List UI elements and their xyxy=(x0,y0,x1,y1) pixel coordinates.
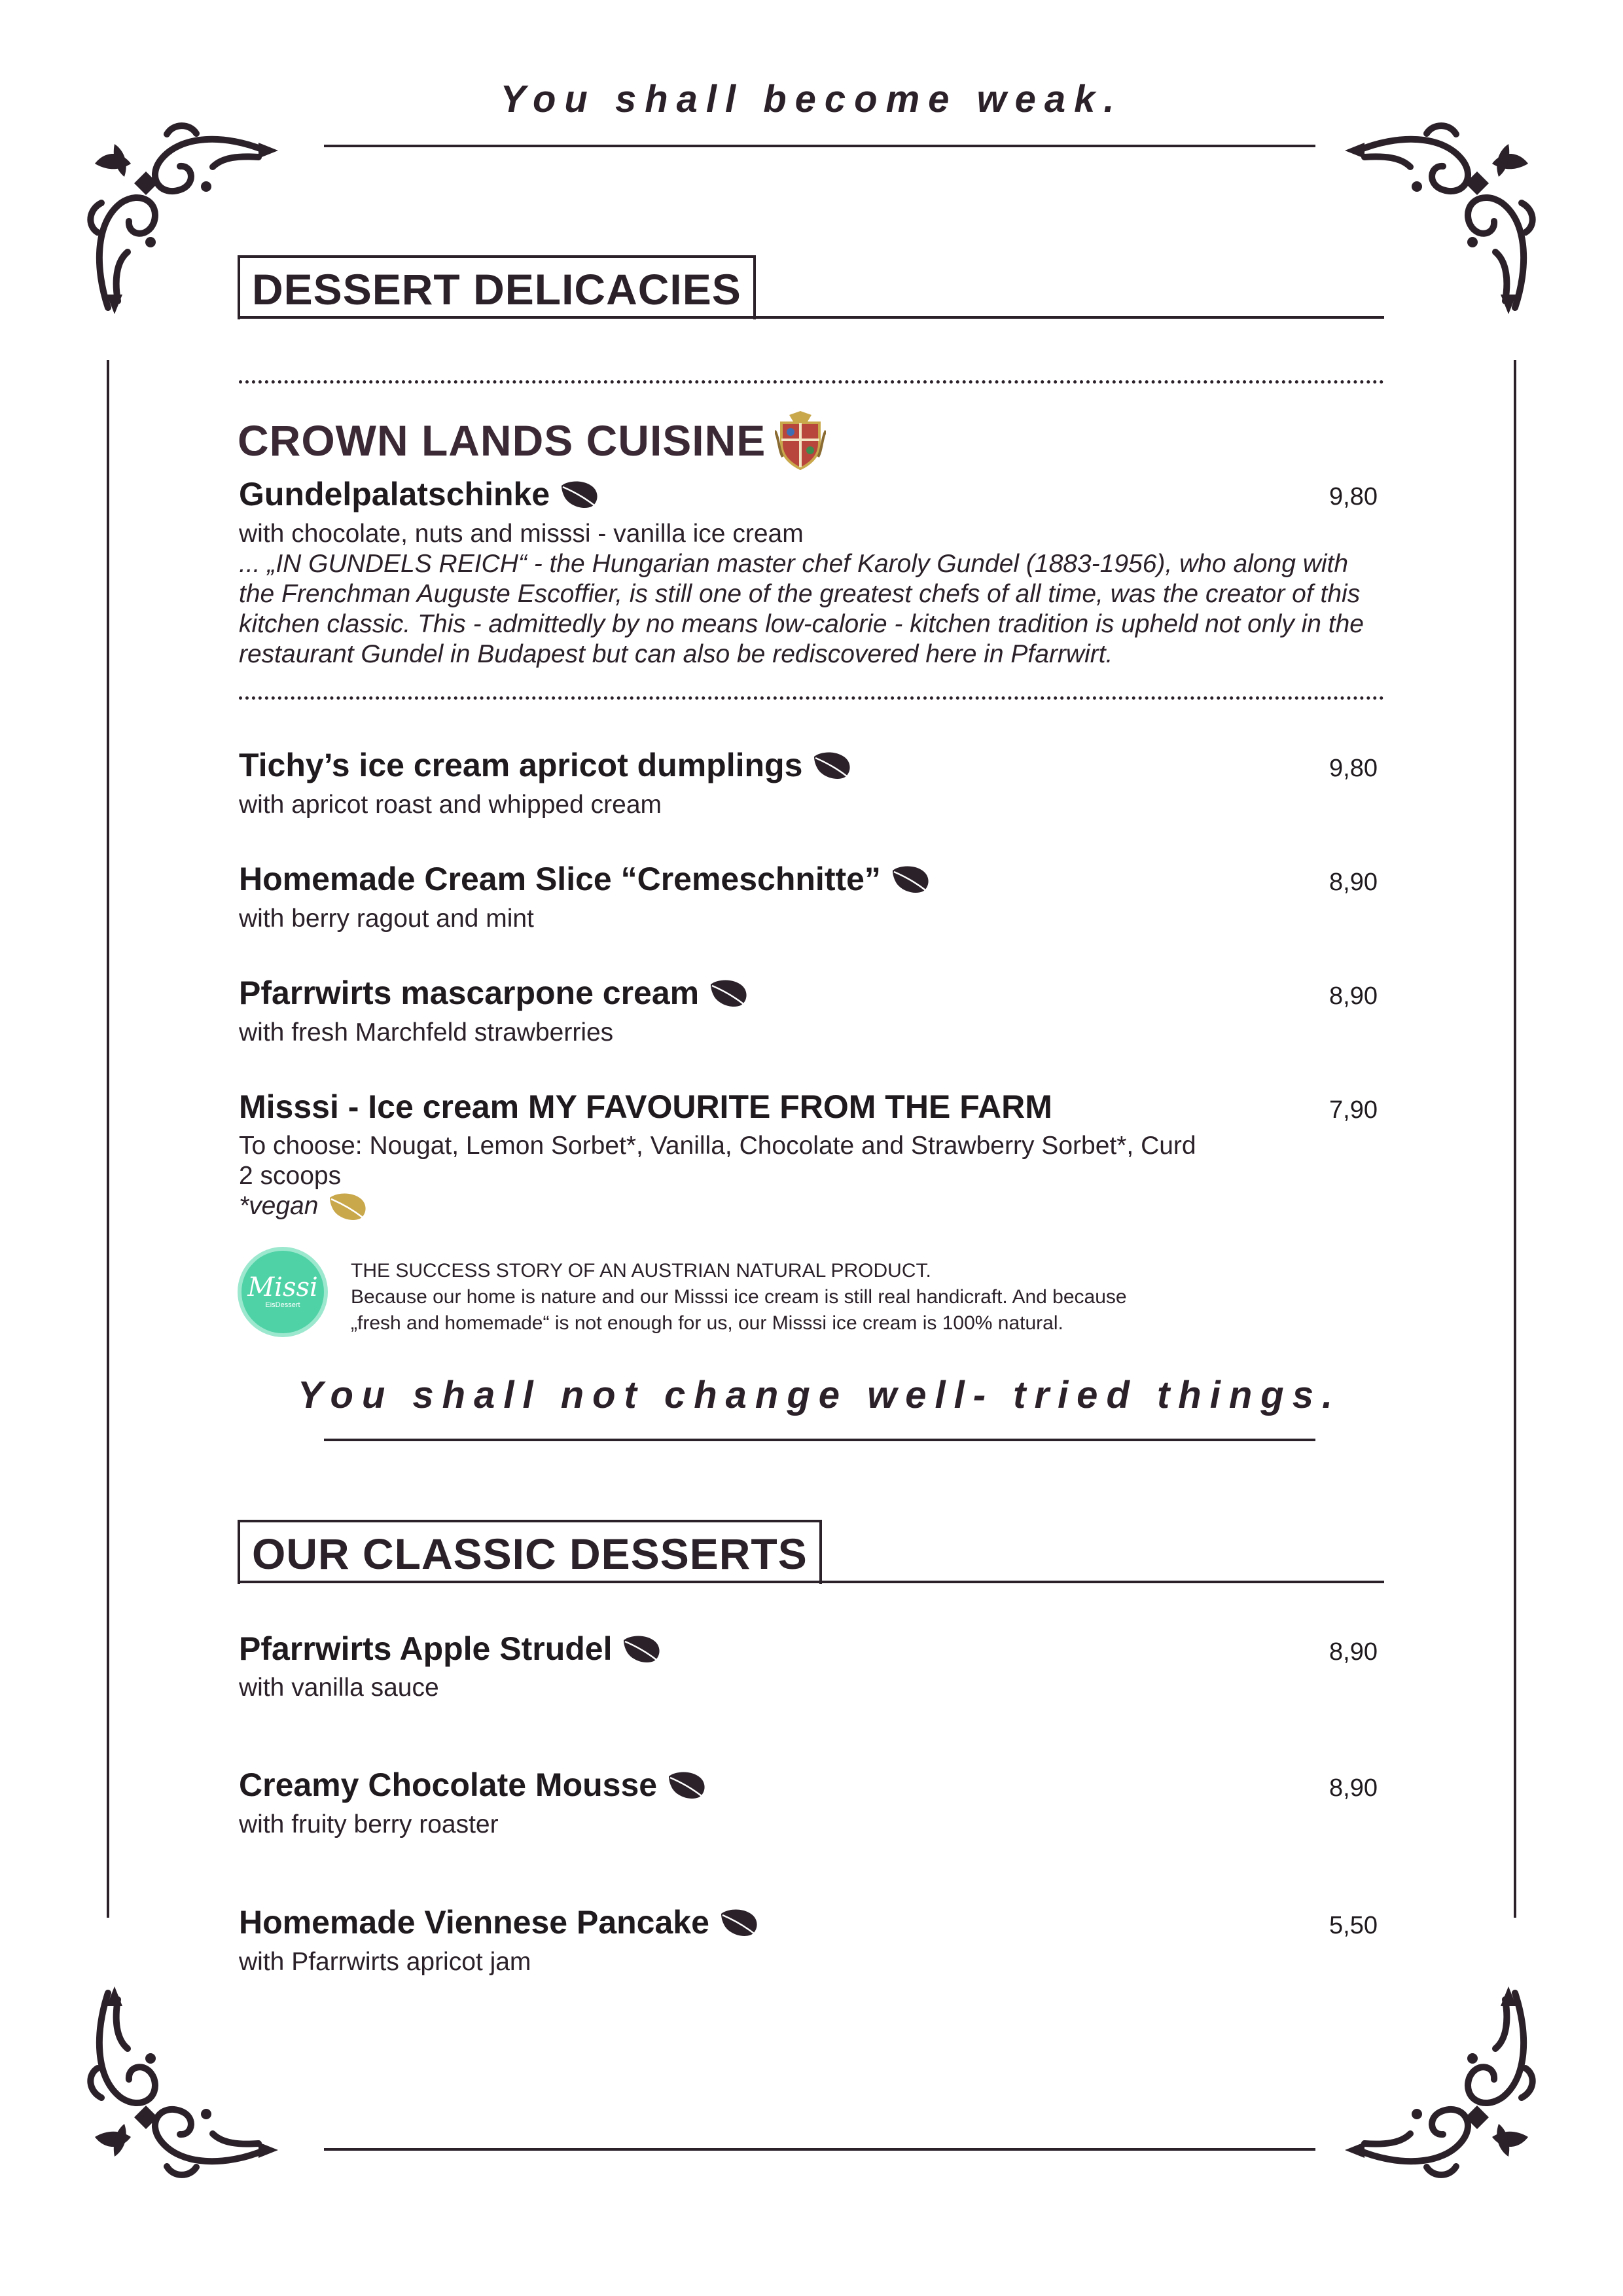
story-line: THE SUCCESS STORY OF AN AUSTRIAN NATURAL PRODUCT. xyxy=(351,1260,931,1282)
top-motto: You shall become weak. xyxy=(500,78,1123,120)
leaf-icon xyxy=(621,1634,663,1664)
item-name: Misssi - Ice cream MY FAVOURITE FROM THE FARM xyxy=(239,1088,1052,1125)
menu-item-gundelpalatschinke xyxy=(239,475,601,513)
story-line: Because our home is nature and our Misssi ice cream is still real handicraft. And because xyxy=(351,1286,1127,1308)
vegan-label: *vegan xyxy=(239,1192,319,1220)
item-name: Homemade Cream Slice “Cremeschnitte” xyxy=(239,861,881,897)
section-title-dessert-delicacies: DESSERT DELICACIES xyxy=(238,255,756,319)
story-line: „fresh and homemade“ is not enough for us, our Misssi ice cream is 100% natural. xyxy=(351,1312,1063,1334)
section-title-crown-lands: CROWN LANDS CUISINE xyxy=(238,416,766,465)
description-line: with chocolate, nuts and misssi - vanilla ice cream xyxy=(239,520,804,548)
story-line: kitchen classic. This - admittedly by no means low-calorie - kitchen tradition is upheld not only in the xyxy=(239,610,1364,638)
story-line: the Frenchman Auguste Escoffier, is still one of the greatest chefs of all time, was the creator of this xyxy=(239,580,1361,608)
corner-ornament-bottom-right xyxy=(1338,1980,1554,2196)
menu-item-apple-strudel xyxy=(239,1630,663,1668)
badge-title: Missi xyxy=(247,1272,318,1302)
dotted-divider xyxy=(239,380,1384,384)
section-title-classic-desserts: OUR CLASSIC DESSERTS xyxy=(238,1520,822,1584)
item-price: 8,90 xyxy=(1329,869,1378,896)
item-description xyxy=(239,1131,1351,1221)
item-price: 8,90 xyxy=(1329,1638,1378,1666)
menu-item-viennese-pancake xyxy=(239,1903,760,1941)
item-price: 7,90 xyxy=(1329,1096,1378,1124)
vegan-leaf-icon xyxy=(327,1191,369,1221)
description-line: 2 scoops xyxy=(239,1162,342,1190)
menu-item-tichy-dumplings xyxy=(239,746,853,784)
item-name: Tichy’s ice cream apricot dumplings xyxy=(239,747,803,783)
story-line: restaurant Gundel in Budapest but can also be rediscovered here in Pfarrwirt. xyxy=(239,640,1113,668)
item-description: with fruity berry roaster xyxy=(239,1810,499,1839)
item-price: 9,80 xyxy=(1329,755,1378,782)
item-name: Pfarrwirts mascarpone cream xyxy=(239,975,700,1011)
menu-item-cremeschnitte xyxy=(239,860,932,898)
leaf-icon xyxy=(708,978,750,1008)
frame-left-line xyxy=(107,360,109,1918)
badge-subtitle: EisDessert xyxy=(265,1301,300,1309)
item-price: 8,90 xyxy=(1329,982,1378,1010)
section-underline xyxy=(238,1581,1384,1583)
item-description: with berry ragout and mint xyxy=(239,905,534,933)
bottom-rule xyxy=(324,2148,1315,2151)
item-description: with apricot roast and whipped cream xyxy=(239,791,662,819)
corner-ornament-top-right xyxy=(1338,105,1554,321)
misssi-logo-badge xyxy=(238,1247,328,1337)
menu-item-misssi-ice-cream xyxy=(239,1088,1052,1126)
leaf-icon xyxy=(559,479,601,509)
misssi-story-text xyxy=(351,1258,1332,1336)
dotted-divider xyxy=(239,696,1384,700)
item-description: with fresh Marchfeld strawberries xyxy=(239,1018,614,1047)
section-underline xyxy=(238,316,1384,319)
middle-motto: You shall not change well- tried things. xyxy=(297,1374,1342,1416)
menu-item-mascarpone-cream xyxy=(239,974,750,1012)
item-name: Creamy Chocolate Mousse xyxy=(239,1767,658,1803)
leaf-icon xyxy=(890,864,932,894)
middle-rule xyxy=(324,1439,1315,1441)
corner-ornament-bottom-left xyxy=(69,1980,285,2196)
leaf-icon xyxy=(719,1907,760,1937)
item-price: 9,80 xyxy=(1329,483,1378,511)
item-price: 8,90 xyxy=(1329,1774,1378,1802)
item-name: Pfarrwirts Apple Strudel xyxy=(239,1630,613,1667)
top-rule xyxy=(324,145,1315,147)
item-description: with Pfarrwirts apricot jam xyxy=(239,1948,531,1976)
vegan-note xyxy=(239,1191,1351,1221)
item-name: Gundelpalatschinke xyxy=(239,476,550,512)
description-line: To choose: Nougat, Lemon Sorbet*, Vanilla, Chocolate and Strawberry Sorbet*, Curd xyxy=(239,1132,1196,1160)
story-line: ... „IN GUNDELS REICH“ - the Hungarian master chef Karoly Gundel (1883-1956), who along with xyxy=(239,550,1349,578)
item-name: Homemade Viennese Pancake xyxy=(239,1904,709,1941)
frame-right-line xyxy=(1514,360,1516,1918)
menu-item-chocolate-mousse xyxy=(239,1766,708,1804)
leaf-icon xyxy=(666,1770,708,1800)
crown-lands-heading xyxy=(238,411,826,470)
coat-of-arms-icon xyxy=(775,411,826,470)
item-description: with vanilla sauce xyxy=(239,1674,439,1702)
item-price: 5,50 xyxy=(1329,1912,1378,1939)
leaf-icon xyxy=(812,750,853,780)
item-description xyxy=(239,519,1404,670)
